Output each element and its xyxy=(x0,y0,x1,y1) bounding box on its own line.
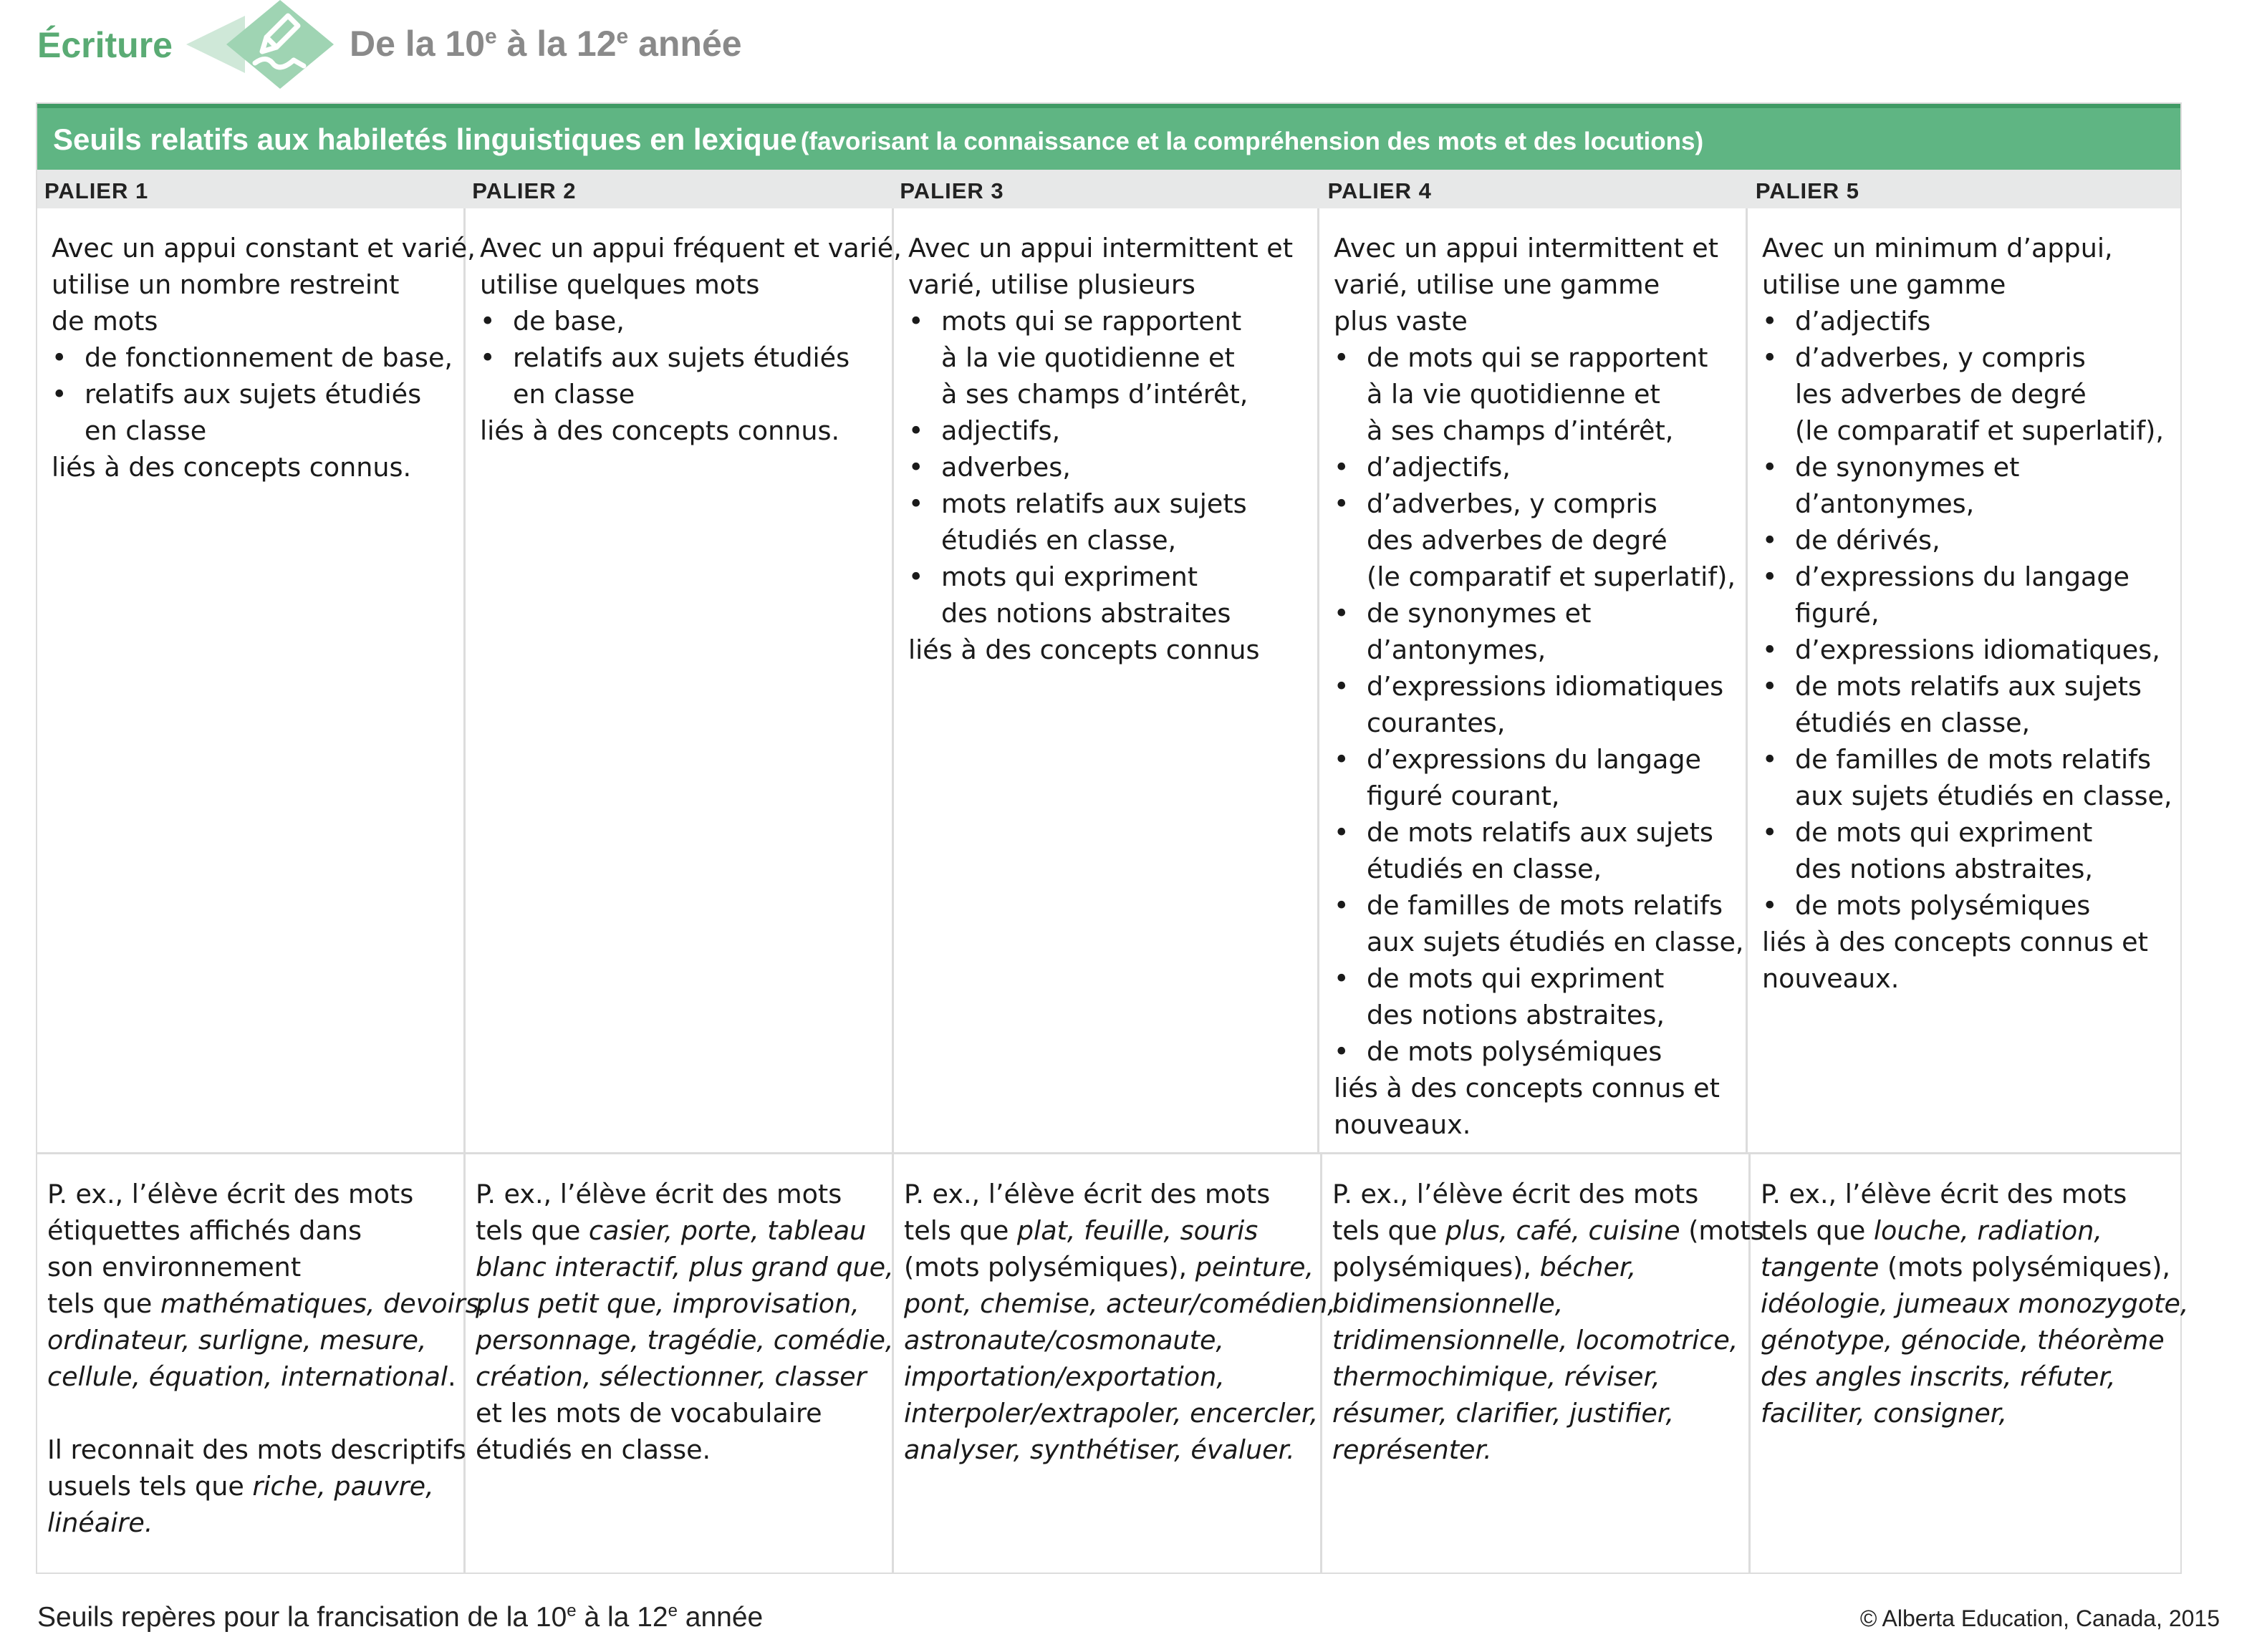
example-text: et les mots de vocabulaire xyxy=(476,1398,822,1429)
example-line xyxy=(47,1322,453,1358)
example-text: . xyxy=(447,1361,456,1392)
example-word-italic: création, sélectionner, classer xyxy=(476,1361,867,1392)
descriptor-outro-line: liés à des concepts connus. xyxy=(480,415,840,446)
bullet-line: • de base, xyxy=(513,306,625,337)
example-word-italic: peinture, xyxy=(1195,1252,1314,1283)
descriptor-bullet-item xyxy=(1762,559,2170,632)
footer-copyright: © Alberta Education, Canada, 2015 xyxy=(1859,1605,2220,1631)
table-title-bar xyxy=(37,104,2180,170)
bullet-line: d’antonymes, xyxy=(1367,634,1546,665)
example-line xyxy=(904,1431,1310,1468)
column-header-palier-2: PALIER 2 xyxy=(472,178,577,203)
descriptor-bullet-item xyxy=(1762,887,2170,924)
descriptor-intro-line: de mots xyxy=(52,306,158,337)
grade-range: De la 10e à la 12e année xyxy=(350,24,742,64)
descriptor-intro-line: plus vaste xyxy=(1334,306,1468,337)
bullet-line: étudiés en classe, xyxy=(1795,707,2031,738)
bullet-line: • d’adjectifs, xyxy=(1367,452,1511,483)
descriptor-bullet-item xyxy=(1762,632,2170,668)
example-word-italic: ordinateur, surligne, mesure, xyxy=(47,1325,427,1356)
bullet-line: à la vie quotidienne et xyxy=(1367,379,1660,410)
example-text: P. ex., l’élève écrit des mots xyxy=(904,1179,1271,1209)
descriptor-outro-line: nouveaux. xyxy=(1762,963,1900,994)
bullet-line: • d’adverbes, y compris xyxy=(1367,488,1657,519)
descriptor-intro-line: varié, utilise plusieurs xyxy=(908,269,1195,300)
example-line xyxy=(904,1249,1314,1285)
example-text: tels que xyxy=(904,1215,1017,1246)
example-word-italic: bidimensionnelle, xyxy=(1332,1288,1564,1319)
bullet-line: courantes, xyxy=(1367,707,1506,738)
example-line xyxy=(476,1431,882,1468)
table-title: Seuils relatifs aux habiletés linguistiques en lexique xyxy=(53,122,797,156)
example-line xyxy=(1761,1322,2173,1358)
bullet-line: des notions abstraites xyxy=(941,598,1231,629)
descriptor-cell-palier-4 xyxy=(1319,208,1748,1152)
bullet-line: en classe xyxy=(513,379,635,410)
bullet-line: • de mots qui se rapportent xyxy=(1367,342,1708,373)
bullet-line: • adverbes, xyxy=(941,452,1071,483)
bullet-line: les adverbes de degré xyxy=(1795,379,2087,410)
example-word-italic: idéologie, jumeaux monozygote, xyxy=(1761,1288,2189,1319)
bullet-line: • de mots relatifs aux sujets xyxy=(1795,671,2142,702)
example-line xyxy=(47,1285,488,1322)
example-line xyxy=(1761,1358,2173,1395)
descriptor-bullet-list xyxy=(908,303,1307,632)
examples-row xyxy=(37,1154,2189,1574)
descriptor-bullet-item xyxy=(1762,303,2170,339)
example-line xyxy=(1761,1212,2173,1249)
descriptor-bullet-item xyxy=(1334,339,1736,449)
example-text: usuels tels que xyxy=(47,1471,253,1502)
descriptor-outro-line: liés à des concepts connus et xyxy=(1334,1073,1720,1103)
example-text: tels que xyxy=(1761,1215,1874,1246)
bullet-line: • de fonctionnement de base, xyxy=(85,342,453,373)
bullet-line: étudiés en classe, xyxy=(941,525,1177,556)
page-header xyxy=(37,0,2215,89)
bullet-line: • de synonymes et xyxy=(1795,452,2020,483)
bullet-line: des notions abstraites, xyxy=(1367,1000,1665,1030)
descriptor-row xyxy=(37,208,2180,1154)
descriptor-intro-line: Avec un minimum d’appui, xyxy=(1762,233,2113,264)
example-cell-palier-2 xyxy=(466,1154,894,1574)
bullet-line: étudiés en classe, xyxy=(1367,854,1602,884)
example-line xyxy=(1761,1249,2173,1285)
bullet-line: d’antonymes, xyxy=(1795,488,1975,519)
paragraph-gap xyxy=(47,1395,453,1431)
table-subtitle: (favorisant la connaissance et la compréhension des mots et des locutions) xyxy=(800,127,1704,155)
bullet-line: (le comparatif et superlatif), xyxy=(1367,561,1736,592)
descriptor-cell-palier-1 xyxy=(37,208,476,1152)
example-word-italic: plus, café, cuisine xyxy=(1445,1215,1680,1246)
descriptor-bullet-item xyxy=(908,449,1307,486)
example-word-italic: représenter. xyxy=(1332,1434,1492,1465)
descriptor-bullet-item xyxy=(480,339,882,412)
example-line xyxy=(476,1212,882,1249)
example-word-italic: tangente xyxy=(1761,1252,1880,1283)
descriptor-bullet-item xyxy=(52,376,453,449)
example-line xyxy=(47,1249,453,1285)
bullet-line: à la vie quotidienne et xyxy=(941,342,1235,373)
example-word-italic: cellule, équation, international xyxy=(47,1361,448,1392)
bullet-line: à ses champs d’intérêt, xyxy=(941,379,1248,410)
descriptor-intro-line: utilise quelques mots xyxy=(480,269,760,300)
bullet-line: • de mots polysémiques xyxy=(1795,890,2091,921)
example-line xyxy=(1332,1358,1738,1395)
descriptor-bullet-item xyxy=(1334,741,1736,814)
column-header-palier-3: PALIER 3 xyxy=(900,178,1004,203)
example-line xyxy=(904,1358,1310,1395)
example-line xyxy=(476,1249,894,1285)
example-text: polysémiques), xyxy=(1332,1252,1540,1283)
example-word-italic: analyser, synthétiser, évaluer. xyxy=(904,1434,1295,1465)
example-line xyxy=(1332,1249,1738,1285)
bullet-line: • de dérivés, xyxy=(1795,525,1940,556)
column-header-palier-4: PALIER 4 xyxy=(1327,178,1432,203)
bullet-line: • de mots qui expriment xyxy=(1795,817,2093,848)
descriptor-bullet-item xyxy=(908,559,1307,632)
lexicon-thresholds-table xyxy=(36,102,2189,1574)
bullet-line: à ses champs d’intérêt, xyxy=(1367,415,1674,446)
example-line xyxy=(476,1176,882,1212)
example-line xyxy=(1332,1322,1738,1358)
bullet-line: en classe xyxy=(85,415,207,446)
example-text: (mots polysémiques), xyxy=(1879,1252,2171,1283)
example-word-italic: casier, porte, tableau xyxy=(588,1215,867,1246)
example-line xyxy=(1761,1285,2189,1322)
example-line xyxy=(47,1504,453,1541)
example-line xyxy=(476,1322,894,1358)
descriptor-bullet-item xyxy=(908,486,1307,559)
bullet-line: • mots qui se rapportent xyxy=(941,306,1242,337)
bullet-line: figuré, xyxy=(1795,598,1880,629)
bullet-line: • relatifs aux sujets étudiés xyxy=(513,342,850,373)
example-line xyxy=(1332,1285,1738,1322)
descriptor-bullet-item xyxy=(1762,522,2170,559)
descriptor-intro-line: Avec un appui fréquent et varié, xyxy=(480,233,902,264)
descriptor-bullet-item xyxy=(1334,486,1736,595)
descriptor-intro-line: varié, utilise une gamme xyxy=(1334,269,1660,300)
descriptor-bullet-item xyxy=(1762,814,2170,887)
bullet-line: • de mots relatifs aux sujets xyxy=(1367,817,1713,848)
example-word-italic: riche, pauvre, xyxy=(252,1471,434,1502)
example-line xyxy=(904,1395,1319,1431)
bullet-line: • de mots polysémiques xyxy=(1367,1036,1662,1067)
example-line xyxy=(1761,1395,2173,1431)
descriptor-outro-line: liés à des concepts connus. xyxy=(52,452,412,483)
bullet-line: • d’expressions du langage xyxy=(1795,561,2130,592)
descriptor-bullet-list xyxy=(480,303,882,412)
example-text: Il reconnait des mots descriptifs xyxy=(47,1434,466,1465)
descriptor-cell-palier-5 xyxy=(1748,208,2180,1152)
descriptor-bullet-list xyxy=(1762,303,2170,924)
bullet-line: • d’expressions idiomatiques, xyxy=(1795,634,2160,665)
descriptor-bullet-list xyxy=(52,339,453,449)
column-header-row xyxy=(37,170,2180,208)
example-text: tels que xyxy=(476,1215,589,1246)
example-word-italic: faciliter, consigner, xyxy=(1761,1398,2008,1429)
bullet-line: • mots qui expriment xyxy=(941,561,1198,592)
example-word-italic: tridimensionnelle, locomotrice, xyxy=(1332,1325,1738,1356)
example-word-italic: importation/exportation, xyxy=(904,1361,1225,1392)
bullet-line: • de familles de mots relatifs xyxy=(1367,890,1723,921)
example-word-italic: linéaire. xyxy=(47,1507,153,1538)
example-cell-palier-4 xyxy=(1322,1154,1764,1574)
example-line xyxy=(47,1358,456,1395)
bullet-line: • d’expressions idiomatiques xyxy=(1367,671,1724,702)
example-cell-palier-3 xyxy=(894,1154,1336,1574)
example-word-italic: astronaute/cosmonaute, xyxy=(904,1325,1225,1356)
bullet-line: (le comparatif et superlatif), xyxy=(1795,415,2165,446)
descriptor-bullet-item xyxy=(1762,339,2170,449)
descriptor-intro-line: utilise une gamme xyxy=(1762,269,2006,300)
descriptor-bullet-item xyxy=(1334,595,1736,668)
bullet-line: • de synonymes et xyxy=(1367,598,1592,629)
example-text: étudiés en classe. xyxy=(476,1434,711,1465)
example-line xyxy=(47,1431,466,1468)
example-line xyxy=(47,1468,453,1504)
example-text: étiquettes affichés dans xyxy=(47,1215,362,1246)
descriptor-bullet-item xyxy=(1762,449,2170,522)
descriptor-cell-palier-2 xyxy=(466,208,902,1152)
example-text: P. ex., l’élève écrit des mots xyxy=(476,1179,842,1209)
example-line xyxy=(1332,1395,1738,1431)
example-line xyxy=(1332,1212,1764,1249)
example-line xyxy=(476,1285,882,1322)
bullet-line: • d’adverbes, y compris xyxy=(1795,342,2086,373)
example-word-italic: interpoler/extrapoler, encercler, xyxy=(904,1398,1319,1429)
example-word-italic: mathématiques, devoirs, xyxy=(160,1288,488,1319)
example-line xyxy=(476,1395,882,1431)
example-word-italic: des angles inscrits, réfuter, xyxy=(1761,1361,2116,1392)
descriptor-intro-line: Avec un appui constant et varié, xyxy=(52,233,476,264)
example-line xyxy=(904,1322,1310,1358)
descriptor-bullet-item xyxy=(1334,887,1744,960)
descriptor-outro-line: liés à des concepts connus xyxy=(908,634,1260,665)
descriptor-bullet-item xyxy=(1334,1033,1736,1070)
example-word-italic: personnage, tragédie, comédie, xyxy=(476,1325,894,1356)
descriptor-cell-palier-3 xyxy=(894,208,1319,1152)
descriptor-bullet-item xyxy=(1334,668,1736,741)
footer-document-title: Seuils repères pour la francisation de la 10e à la 12e année xyxy=(37,1601,764,1633)
example-word-italic: bécher, xyxy=(1539,1252,1637,1283)
descriptor-bullet-item xyxy=(1334,814,1736,887)
descriptor-outro-line: nouveaux. xyxy=(1334,1109,1471,1140)
example-text: tels que xyxy=(47,1288,160,1319)
descriptor-intro-line: utilise un nombre restreint xyxy=(52,269,400,300)
bullet-line: • de mots qui expriment xyxy=(1367,963,1665,994)
example-text: (mots xyxy=(1680,1215,1764,1246)
bullet-line: des notions abstraites, xyxy=(1795,854,2094,884)
example-word-italic: génotype, génocide, théorème xyxy=(1761,1325,2165,1356)
column-header-palier-1: PALIER 1 xyxy=(44,178,149,203)
example-word-italic: blanc interactif, plus grand que, xyxy=(476,1252,894,1283)
bullet-line: • d’expressions du langage xyxy=(1367,744,1701,775)
example-text: (mots polysémiques), xyxy=(904,1252,1195,1283)
example-text: P. ex., l’élève écrit des mots xyxy=(1761,1179,2127,1209)
bullet-line: des adverbes de degré xyxy=(1367,525,1668,556)
example-line xyxy=(47,1176,453,1212)
bullet-line: figuré courant, xyxy=(1367,781,1560,811)
bullet-line: aux sujets étudiés en classe, xyxy=(1795,781,2172,811)
example-word-italic: thermochimique, réviser, xyxy=(1332,1361,1660,1392)
bullet-line: • d’adjectifs xyxy=(1795,306,1931,337)
bullet-line: • adjectifs, xyxy=(941,415,1061,446)
pencil-writing-icon xyxy=(186,0,374,89)
example-text: P. ex., l’élève écrit des mots xyxy=(47,1179,414,1209)
example-line xyxy=(904,1176,1310,1212)
example-line xyxy=(476,1358,882,1395)
bullet-line: • mots relatifs aux sujets xyxy=(941,488,1247,519)
example-cell-palier-5 xyxy=(1751,1154,2189,1574)
example-line xyxy=(1332,1176,1738,1212)
example-word-italic: pont, chemise, acteur/comédien, xyxy=(904,1288,1336,1319)
example-word-italic: résumer, clarifier, justifier, xyxy=(1332,1398,1675,1429)
descriptor-intro-line: Avec un appui intermittent et xyxy=(908,233,1294,264)
example-word-italic: plat, feuille, souris xyxy=(1016,1215,1259,1246)
descriptor-bullet-item xyxy=(908,303,1307,412)
example-word-italic: plus petit que, improvisation, xyxy=(476,1288,860,1319)
descriptor-bullet-item xyxy=(1762,668,2170,741)
bullet-line: • relatifs aux sujets étudiés xyxy=(85,379,422,410)
descriptor-bullet-item xyxy=(480,303,882,339)
example-line xyxy=(904,1285,1336,1322)
descriptor-bullet-item xyxy=(52,339,453,376)
descriptor-outro-line: liés à des concepts connus et xyxy=(1762,927,2148,957)
example-text: son environnement xyxy=(47,1252,302,1283)
example-text: P. ex., l’élève écrit des mots xyxy=(1332,1179,1699,1209)
example-word-italic: louche, radiation, xyxy=(1873,1215,2102,1246)
example-line xyxy=(1761,1176,2173,1212)
example-line xyxy=(47,1212,453,1249)
bullet-line: • de familles de mots relatifs xyxy=(1795,744,2152,775)
descriptor-bullet-item xyxy=(1334,449,1736,486)
column-header-palier-5: PALIER 5 xyxy=(1755,178,1860,203)
example-cell-palier-1 xyxy=(37,1154,488,1574)
bullet-line: aux sujets étudiés en classe, xyxy=(1367,927,1744,957)
descriptor-bullet-item xyxy=(1334,960,1736,1033)
example-line xyxy=(904,1212,1310,1249)
example-line xyxy=(1332,1431,1738,1468)
descriptor-bullet-item xyxy=(1762,741,2170,814)
example-text: tels que xyxy=(1332,1215,1445,1246)
descriptor-bullet-list xyxy=(1334,339,1744,1070)
subject-title: Écriture xyxy=(37,25,173,65)
descriptor-bullet-item xyxy=(908,412,1307,449)
descriptor-intro-line: Avec un appui intermittent et xyxy=(1334,233,1719,264)
